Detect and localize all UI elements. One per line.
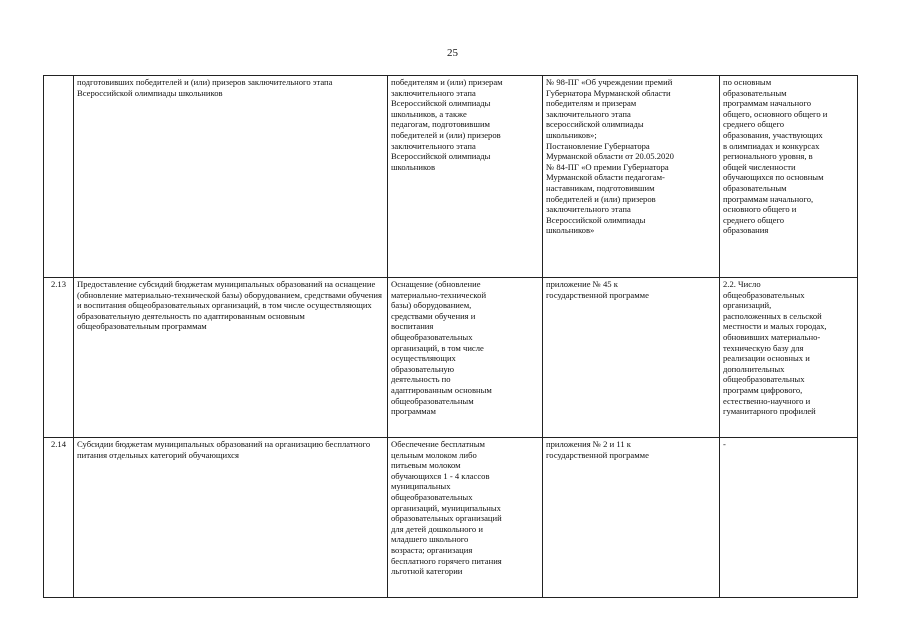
row-number: 2.13 bbox=[44, 278, 74, 438]
measure-purpose: Обеспечение бесплатным цельным молоком либо питьевым молоком обучающихся 1 - 4 классов муниципальных общеобразовательных организаций, муниципальных образовательных организаций для детей дошкольного и младшего школьного возраста; организация бесплатного горячего питания льготной категории bbox=[388, 438, 543, 598]
table-row bbox=[44, 278, 858, 438]
legal-basis: приложение № 45 к государственной программе bbox=[543, 278, 720, 438]
measure-purpose: победителям и (или) призерам заключительного этапа Всероссийской олимпиады школьников, а также педагогам, подготовившим победителей и (или) призеров заключительного этапа Всероссийской олимпиады школьников bbox=[388, 76, 543, 278]
row-number bbox=[44, 76, 74, 278]
indicator: 2.2. Число общеобразовательных организаций, расположенных в сельской местности и малых городах, обновивших материально- техническую базу для реализации основных и дополнительных общеобразовательных программ цифрового, естественно-научного и гуманитарного профилей bbox=[720, 278, 858, 438]
measure-purpose: Оснащение (обновление материально-технической базы) оборудованием, средствами обучения и воспитания общеобразовательных организаций, в том числе осуществляющих образовательную деятельность по адаптированным основным общеобразовательным программам bbox=[388, 278, 543, 438]
indicator: по основным образовательным программам начального общего, основного общего и среднего общего образования, участвующих в олимпиадах и конкурсах регионального уровня, в общей численности обучающихся по основным образовательным программам начального, основного общего и среднего общего образования bbox=[720, 76, 858, 278]
measure-name: Предоставление субсидий бюджетам муниципальных образований на оснащение (обновление материально-технической базы) оборудованием, средствами обучения и воспитания общеобразовательных организаций, в том числе осуществляющих образовательную деятельность по адаптированным основным общеобразовательным программам bbox=[74, 278, 388, 438]
measure-name: подготовивших победителей и (или) призеров заключительного этапа Всероссийской олимпиады школьников bbox=[74, 76, 388, 278]
program-table bbox=[43, 75, 858, 598]
page-number: 25 bbox=[447, 47, 458, 59]
table-row bbox=[44, 76, 858, 278]
legal-basis: № 98-ПГ «Об учреждении премий Губернатора Мурманской области победителям и призерам заключительного этапа всероссийской олимпиады школьников»; Постановление Губернатора Мурманской области от 20.05.2020 № 84-ПГ «О премии Губернатора Мурманской области педагогам- наставникам, подготовившим победителей и (или) призеров заключительного этапа Всероссийской олимпиады школьников» bbox=[543, 76, 720, 278]
row-number: 2.14 bbox=[44, 438, 74, 598]
indicator: - bbox=[720, 438, 858, 598]
legal-basis: приложения № 2 и 11 к государственной программе bbox=[543, 438, 720, 598]
measure-name: Субсидии бюджетам муниципальных образований на организацию бесплатного питания отдельных категорий обучающихся bbox=[74, 438, 388, 598]
table-row bbox=[44, 438, 858, 598]
